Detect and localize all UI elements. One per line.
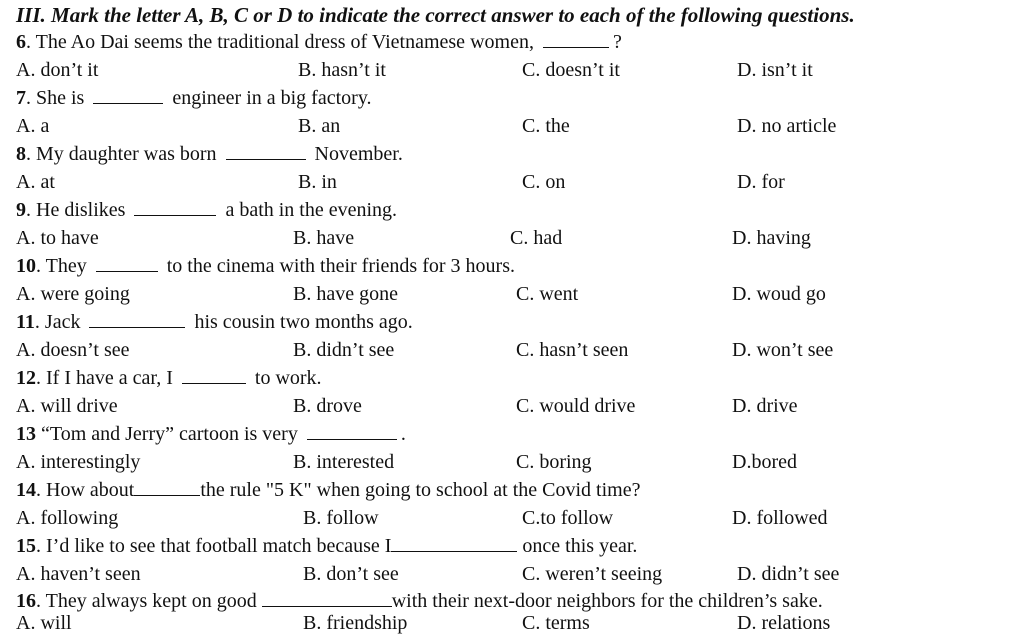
option-d: D. for [737, 171, 785, 193]
answer-blank [89, 311, 185, 328]
answer-blank [226, 143, 306, 160]
option-d: D. isn’t it [737, 59, 813, 81]
options-13 [0, 449, 1024, 475]
options-8 [0, 169, 1024, 195]
question-number: 13 [16, 423, 36, 445]
option-d: D.bored [732, 451, 797, 473]
question-text-end: a bath in the evening. [220, 199, 398, 221]
question-9 [16, 197, 397, 223]
option-c: C. would drive [516, 395, 636, 417]
question-number: 12 [16, 367, 36, 389]
question-text-end: once this year. [517, 535, 638, 557]
question-number: 10 [16, 255, 36, 277]
options-11 [0, 337, 1024, 363]
question-text: . He dislikes [26, 199, 131, 221]
question-8 [16, 141, 403, 167]
question-text: . My daughter was born [26, 143, 222, 165]
option-d: D. won’t see [732, 339, 834, 361]
option-a: A. a [16, 115, 50, 137]
question-text: . Jack [34, 311, 86, 333]
option-c: C. on [522, 171, 566, 193]
option-c: C.to follow [522, 507, 614, 529]
question-text-end: engineer in a big factory. [167, 87, 372, 109]
question-15 [16, 533, 637, 559]
answer-blank [262, 590, 392, 607]
option-a: A. will [16, 612, 72, 634]
option-b: B. didn’t see [293, 339, 395, 361]
question-text-end: the rule "5 K" when going to school at the Covid time? [200, 479, 641, 501]
option-c: C. weren’t seeing [522, 563, 663, 585]
question-text-end: to the cinema with their friends for 3 hours. [161, 255, 515, 277]
question-11 [16, 309, 413, 335]
option-b: B. in [298, 171, 337, 193]
options-9 [0, 225, 1024, 251]
option-b: B. an [298, 115, 341, 137]
question-number: 7 [16, 87, 26, 109]
option-d: D. woud go [732, 283, 826, 305]
option-c: C. went [516, 283, 579, 305]
question-number: 6 [16, 31, 26, 53]
options-6 [0, 57, 1024, 83]
option-a: A. doesn’t see [16, 339, 130, 361]
option-a: A. to have [16, 227, 99, 249]
option-d: D. having [732, 227, 811, 249]
question-text-end: with their next-door neighbors for the children’s sake. [391, 590, 823, 612]
question-text-end: his cousin two months ago. [189, 311, 413, 333]
answer-blank [93, 87, 163, 104]
question-10 [16, 253, 515, 279]
question-text: . They always kept on good [36, 590, 262, 612]
option-a: A. following [16, 507, 119, 529]
answer-blank [134, 199, 216, 216]
question-12 [16, 365, 322, 391]
question-number: 8 [16, 143, 26, 165]
answer-blank [134, 479, 200, 496]
question-text-end: . [400, 423, 406, 445]
option-b: B. drove [293, 395, 362, 417]
option-b: B. friendship [303, 612, 408, 634]
option-d: D. didn’t see [737, 563, 840, 585]
option-a: A. were going [16, 283, 130, 305]
options-15 [0, 561, 1024, 587]
option-c: C. doesn’t it [522, 59, 620, 81]
question-number: 16 [16, 590, 36, 612]
answer-blank [182, 367, 246, 384]
answer-blank [543, 31, 609, 48]
option-d: D. no article [737, 115, 837, 137]
options-16 [0, 610, 1024, 636]
option-d: D. relations [737, 612, 831, 634]
options-7 [0, 113, 1024, 139]
option-a: A. haven’t seen [16, 563, 141, 585]
option-d: D. drive [732, 395, 798, 417]
answer-blank [391, 535, 517, 552]
option-c: C. boring [516, 451, 592, 473]
question-number: 14 [16, 479, 36, 501]
option-a: A. at [16, 171, 55, 193]
answer-blank [96, 255, 158, 272]
option-b: B. follow [303, 507, 379, 529]
question-text: . How about [36, 479, 135, 501]
option-b: B. don’t see [303, 563, 399, 585]
question-6 [16, 29, 622, 55]
question-text: . If I have a car, I [36, 367, 178, 389]
question-number: 11 [16, 311, 35, 333]
option-b: B. interested [293, 451, 395, 473]
options-10 [0, 281, 1024, 307]
question-text-end: November. [309, 143, 403, 165]
option-a: A. will drive [16, 395, 118, 417]
option-d: D. followed [732, 507, 828, 529]
question-number: 15 [16, 535, 36, 557]
option-a: A. interestingly [16, 451, 141, 473]
question-text: . I’d like to see that football match because I [36, 535, 392, 557]
options-12 [0, 393, 1024, 419]
question-text-end: to work. [249, 367, 322, 389]
question-text: “Tom and Jerry” cartoon is very [36, 423, 303, 445]
question-text: . They [36, 255, 92, 277]
question-7 [16, 85, 372, 111]
option-b: B. have [293, 227, 355, 249]
option-c: C. terms [522, 612, 590, 634]
question-14 [16, 477, 640, 503]
option-c: C. the [522, 115, 570, 137]
question-text: . The Ao Dai seems the traditional dress of Vietnamese women, [26, 31, 539, 53]
option-c: C. hasn’t seen [516, 339, 629, 361]
question-text: . She is [26, 87, 90, 109]
section-heading: III. Mark the letter A, B, C or D to indicate the correct answer to each of the following questions. [16, 3, 855, 27]
question-13 [16, 421, 406, 447]
option-c: C. had [510, 227, 563, 249]
option-b: B. hasn’t it [298, 59, 386, 81]
option-a: A. don’t it [16, 59, 99, 81]
options-14 [0, 505, 1024, 531]
option-b: B. have gone [293, 283, 398, 305]
answer-blank [307, 423, 397, 440]
question-number: 9 [16, 199, 26, 221]
question-text-end: ? [612, 31, 622, 53]
